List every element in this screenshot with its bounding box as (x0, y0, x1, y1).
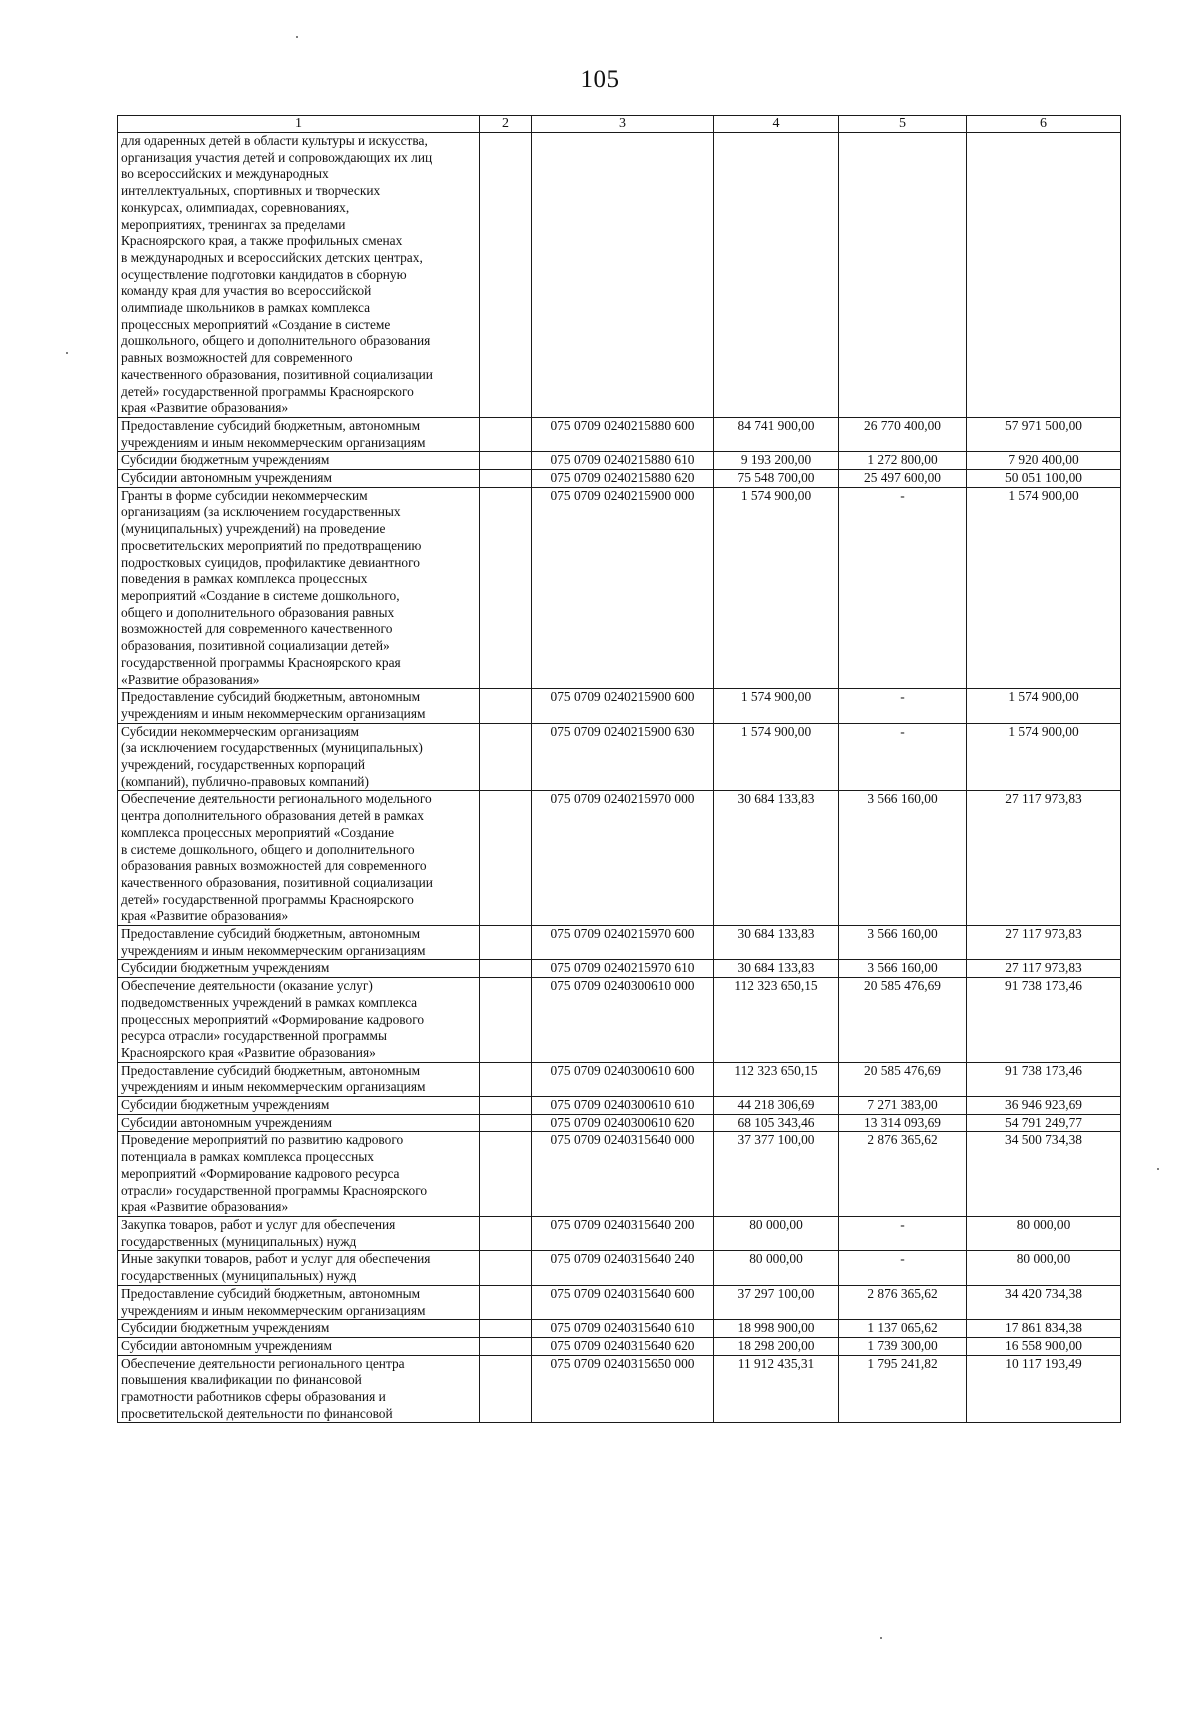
table-row (118, 1097, 1121, 1115)
row-value-col5: - (839, 1251, 967, 1285)
row-col2 (480, 1114, 532, 1132)
row-code: 075 0709 0240315640 000 (532, 1132, 714, 1217)
row-col2 (480, 452, 532, 470)
row-value-col5: 2 876 365,62 (839, 1132, 967, 1217)
table-row (118, 487, 1121, 688)
row-col2 (480, 978, 532, 1063)
row-col2 (480, 1217, 532, 1251)
table-body (118, 133, 1121, 1423)
row-value-col6: 10 117 193,49 (967, 1355, 1121, 1423)
row-value-col5: 3 566 160,00 (839, 960, 967, 978)
row-description: Субсидии бюджетным учреждениям (118, 960, 480, 978)
budget-table (117, 115, 1121, 1423)
row-value-col5: 1 795 241,82 (839, 1355, 967, 1423)
table-row (118, 723, 1121, 791)
row-col2 (480, 791, 532, 926)
table-row (118, 133, 1121, 418)
row-code: 075 0709 0240215970 000 (532, 791, 714, 926)
row-col2 (480, 689, 532, 723)
row-description: Иные закупки товаров, работ и услуг для обеспечения государственных (муниципальных) нужд (118, 1251, 480, 1285)
row-description: Субсидии автономным учреждениям (118, 470, 480, 488)
row-col2 (480, 1320, 532, 1338)
row-value-col5 (839, 133, 967, 418)
row-code: 075 0709 0240315650 000 (532, 1355, 714, 1423)
row-value-col5: 1 272 800,00 (839, 452, 967, 470)
row-value-col5: 25 497 600,00 (839, 470, 967, 488)
row-value-col4: 18 998 900,00 (714, 1320, 839, 1338)
row-value-col5: 1 137 065,62 (839, 1320, 967, 1338)
row-value-col4: 112 323 650,15 (714, 978, 839, 1063)
row-col2 (480, 723, 532, 791)
row-code: 075 0709 0240215970 600 (532, 926, 714, 960)
row-value-col6: 57 971 500,00 (967, 417, 1121, 451)
row-value-col6: 91 738 173,46 (967, 1062, 1121, 1096)
row-description: Субсидии бюджетным учреждениям (118, 1097, 480, 1115)
table-row (118, 960, 1121, 978)
row-col2 (480, 1355, 532, 1423)
column-header: 5 (839, 116, 967, 133)
table-row (118, 1114, 1121, 1132)
table-row (118, 1320, 1121, 1338)
row-value-col5: 1 739 300,00 (839, 1337, 967, 1355)
table-row (118, 417, 1121, 451)
row-code: 075 0709 0240300610 000 (532, 978, 714, 1063)
row-col2 (480, 133, 532, 418)
row-col2 (480, 487, 532, 688)
row-description: Обеспечение деятельности регионального центра повышения квалификации по финансовой грамотности работников сферы образования и просветительской деятельности по финансовой (118, 1355, 480, 1423)
scan-speck (66, 352, 68, 354)
row-value-col4: 75 548 700,00 (714, 470, 839, 488)
table-row (118, 1337, 1121, 1355)
row-value-col5: 3 566 160,00 (839, 926, 967, 960)
row-value-col6: 27 117 973,83 (967, 791, 1121, 926)
row-value-col4: 1 574 900,00 (714, 487, 839, 688)
row-code: 075 0709 0240215880 600 (532, 417, 714, 451)
row-code: 075 0709 0240300610 610 (532, 1097, 714, 1115)
row-description: Предоставление субсидий бюджетным, автономным учреждениям и иным некоммерческим организациям (118, 1285, 480, 1319)
row-value-col4 (714, 133, 839, 418)
row-description: Обеспечение деятельности (оказание услуг) подведомственных учреждений в рамках комплекса процессных мероприятий «Формирование кадрового ресурса отрасли» государственной программы Красноярского края «Развитие образования» (118, 978, 480, 1063)
row-value-col6: 1 574 900,00 (967, 487, 1121, 688)
row-col2 (480, 1097, 532, 1115)
row-code (532, 133, 714, 418)
row-code: 075 0709 0240315640 200 (532, 1217, 714, 1251)
row-description: Субсидии автономным учреждениям (118, 1337, 480, 1355)
table-row (118, 791, 1121, 926)
row-value-col4: 30 684 133,83 (714, 926, 839, 960)
row-value-col6: 80 000,00 (967, 1217, 1121, 1251)
row-value-col4: 44 218 306,69 (714, 1097, 839, 1115)
row-value-col5: - (839, 723, 967, 791)
table-row (118, 978, 1121, 1063)
row-code: 075 0709 0240215970 610 (532, 960, 714, 978)
row-value-col6: 1 574 900,00 (967, 689, 1121, 723)
table-row (118, 1217, 1121, 1251)
row-code: 075 0709 0240215900 000 (532, 487, 714, 688)
row-col2 (480, 960, 532, 978)
row-description: Предоставление субсидий бюджетным, автономным учреждениям и иным некоммерческим организациям (118, 1062, 480, 1096)
row-code: 075 0709 0240215880 610 (532, 452, 714, 470)
row-code: 075 0709 0240315640 600 (532, 1285, 714, 1319)
row-description: Субсидии некоммерческим организациям (за исключением государственных (муниципальных) учреждений, государственных корпораций (компаний), публично-правовых компаний) (118, 723, 480, 791)
row-value-col4: 37 297 100,00 (714, 1285, 839, 1319)
row-value-col5: - (839, 487, 967, 688)
row-value-col6: 1 574 900,00 (967, 723, 1121, 791)
row-col2 (480, 1337, 532, 1355)
row-value-col5: - (839, 689, 967, 723)
row-description: Проведение мероприятий по развитию кадрового потенциала в рамках комплекса процессных мероприятий «Формирование кадрового ресурса отрасли» государственной программы Красноярского края «Развитие образования» (118, 1132, 480, 1217)
row-value-col4: 30 684 133,83 (714, 791, 839, 926)
row-description: Гранты в форме субсидии некоммерческим организациям (за исключением государственных (муниципальных) учреждений) на проведение просветительских мероприятий по предотвращению подростковых суицидов, профилактике девиантного поведения в рамках комплекса процессных мероприятий «Создание в системе дошкольного, общего и дополнительного образования равных возможностей для современного качественного образования, позитивной социализации детей» государственной программы Красноярского края «Развитие образования» (118, 487, 480, 688)
table-row (118, 470, 1121, 488)
row-code: 075 0709 0240300610 600 (532, 1062, 714, 1096)
column-header: 6 (967, 116, 1121, 133)
table-row (118, 1285, 1121, 1319)
row-col2 (480, 926, 532, 960)
row-value-col4: 1 574 900,00 (714, 723, 839, 791)
row-value-col5: 13 314 093,69 (839, 1114, 967, 1132)
row-col2 (480, 1062, 532, 1096)
scan-speck (880, 1637, 882, 1639)
row-value-col5: 7 271 383,00 (839, 1097, 967, 1115)
table-row (118, 1062, 1121, 1096)
row-value-col4: 37 377 100,00 (714, 1132, 839, 1217)
row-value-col5: 20 585 476,69 (839, 1062, 967, 1096)
row-description: Субсидии бюджетным учреждениям (118, 452, 480, 470)
page-number: 105 (580, 66, 620, 93)
row-col2 (480, 417, 532, 451)
row-value-col6: 36 946 923,69 (967, 1097, 1121, 1115)
table-row (118, 452, 1121, 470)
table-row (118, 1132, 1121, 1217)
row-code: 075 0709 0240300610 620 (532, 1114, 714, 1132)
row-value-col5: 2 876 365,62 (839, 1285, 967, 1319)
row-value-col6: 27 117 973,83 (967, 960, 1121, 978)
row-code: 075 0709 0240215900 630 (532, 723, 714, 791)
row-value-col6: 27 117 973,83 (967, 926, 1121, 960)
row-col2 (480, 1251, 532, 1285)
row-value-col6: 7 920 400,00 (967, 452, 1121, 470)
row-value-col4: 68 105 343,46 (714, 1114, 839, 1132)
row-value-col4: 1 574 900,00 (714, 689, 839, 723)
row-value-col5: 20 585 476,69 (839, 978, 967, 1063)
row-value-col6: 50 051 100,00 (967, 470, 1121, 488)
row-description: Предоставление субсидий бюджетным, автономным учреждениям и иным некоммерческим организациям (118, 689, 480, 723)
row-value-col4: 84 741 900,00 (714, 417, 839, 451)
column-header: 4 (714, 116, 839, 133)
row-value-col5: - (839, 1217, 967, 1251)
row-value-col4: 11 912 435,31 (714, 1355, 839, 1423)
scan-speck (296, 36, 298, 38)
table-row (118, 689, 1121, 723)
row-value-col4: 80 000,00 (714, 1251, 839, 1285)
row-value-col4: 18 298 200,00 (714, 1337, 839, 1355)
row-value-col6: 91 738 173,46 (967, 978, 1121, 1063)
row-code: 075 0709 0240215880 620 (532, 470, 714, 488)
row-code: 075 0709 0240315640 240 (532, 1251, 714, 1285)
column-header: 3 (532, 116, 714, 133)
row-value-col4: 112 323 650,15 (714, 1062, 839, 1096)
row-value-col4: 30 684 133,83 (714, 960, 839, 978)
scan-speck (1157, 1168, 1159, 1170)
row-description: для одаренных детей в области культуры и искусства, организация участия детей и сопровождающих их лиц во всероссийских и международных интеллектуальных, спортивных и творческих конкурсах, олимпиадах, соревнованиях, мероприятиях, тренингах за пределами Красноярского края, а также профильных сменах в международных и всероссийских детских центрах, осуществление подготовки кандидатов в сборную команду края для участия во всероссийской олимпиаде школьников в рамках комплекса процессных мероприятий «Создание в системе дошкольного, общего и дополнительного образования равных возможностей для современного качественного образования, позитивной социализации детей» государственной программы Красноярского края «Развитие образования» (118, 133, 480, 418)
row-description: Предоставление субсидий бюджетным, автономным учреждениям и иным некоммерческим организациям (118, 417, 480, 451)
row-value-col4: 80 000,00 (714, 1217, 839, 1251)
row-code: 075 0709 0240315640 610 (532, 1320, 714, 1338)
row-description: Обеспечение деятельности регионального модельного центра дополнительного образования детей в рамках комплекса процессных мероприятий «Создание в системе дошкольного, общего и дополнительного образования равных возможностей для современного качественного образования, позитивной социализации детей» государственной программы Красноярского края «Развитие образования» (118, 791, 480, 926)
row-value-col6: 54 791 249,77 (967, 1114, 1121, 1132)
row-value-col6: 16 558 900,00 (967, 1337, 1121, 1355)
column-header: 1 (118, 116, 480, 133)
row-description: Предоставление субсидий бюджетным, автономным учреждениям и иным некоммерческим организациям (118, 926, 480, 960)
row-value-col5: 26 770 400,00 (839, 417, 967, 451)
table-header-row (118, 116, 1121, 133)
row-value-col5: 3 566 160,00 (839, 791, 967, 926)
row-value-col6: 34 500 734,38 (967, 1132, 1121, 1217)
row-col2 (480, 1132, 532, 1217)
column-header: 2 (480, 116, 532, 133)
row-value-col6: 34 420 734,38 (967, 1285, 1121, 1319)
row-col2 (480, 470, 532, 488)
row-description: Закупка товаров, работ и услуг для обеспечения государственных (муниципальных) нужд (118, 1217, 480, 1251)
row-code: 075 0709 0240315640 620 (532, 1337, 714, 1355)
row-code: 075 0709 0240215900 600 (532, 689, 714, 723)
row-col2 (480, 1285, 532, 1319)
row-value-col6: 80 000,00 (967, 1251, 1121, 1285)
row-value-col4: 9 193 200,00 (714, 452, 839, 470)
row-description: Субсидии автономным учреждениям (118, 1114, 480, 1132)
table-row (118, 1251, 1121, 1285)
table-row (118, 926, 1121, 960)
row-value-col6: 17 861 834,38 (967, 1320, 1121, 1338)
table-row (118, 1355, 1121, 1423)
row-description: Субсидии бюджетным учреждениям (118, 1320, 480, 1338)
row-value-col6 (967, 133, 1121, 418)
